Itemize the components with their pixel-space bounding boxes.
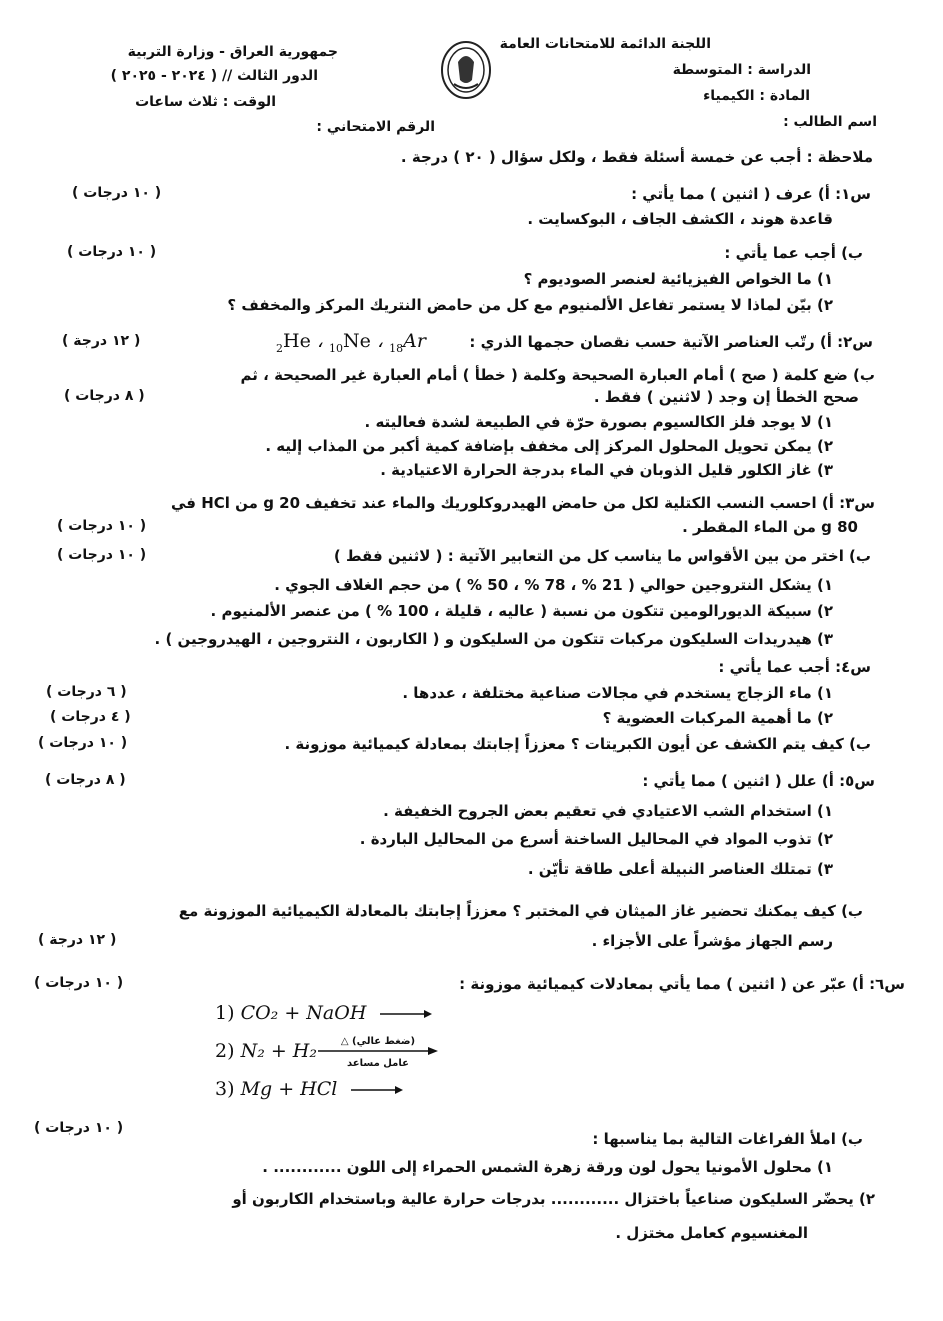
question-5a-3: ٣) تمتلك العناصر النبيلة أعلى طاقة تأيّن . xyxy=(527,860,833,878)
marks-3b: ( ١٠ درجات ) xyxy=(57,547,147,563)
question-2b-cont: صحح الخطأ إن وجد ( لاثنين ) فقط . xyxy=(593,388,859,406)
equation-3 xyxy=(215,1078,403,1100)
question-1b-1: ١) ما الخواص الفيزيائية لعنصر الصوديوم ؟ xyxy=(523,270,833,288)
subject: المادة : الكيمياء xyxy=(703,88,810,104)
helium: He xyxy=(283,330,311,352)
equation-1 xyxy=(215,1002,432,1024)
condition-above: (ضغط عالي) △ xyxy=(340,1036,416,1047)
question-6b: ب) املأ الفراغات التالية بما يناسبها : xyxy=(592,1130,863,1148)
argon: Ar xyxy=(403,330,426,352)
marks-4a-2: ( ٤ درجات ) xyxy=(50,709,131,725)
marks-1b: ( ١٠ درجات ) xyxy=(67,244,157,260)
arrow-icon xyxy=(318,1047,438,1055)
question-5a: س٥: أ) علل ( اثنين ) مما يأتي : xyxy=(642,772,875,790)
arrow-icon xyxy=(380,1009,432,1019)
question-5b: ب) كيف يمكنك تحضير غاز الميثان في المختبر ؟ معززاً إجابتك بالمعادلة الكيميائية الموزونة مع xyxy=(178,902,863,920)
equation-3-expr: Mg + HCl xyxy=(240,1078,338,1100)
question-4a-1: ١) ماء الزجاج يستخدم في مجالات صناعية مختلفة ، عددها . xyxy=(402,684,833,702)
equation-1-expr: CO₂ + NaOH xyxy=(240,1002,367,1024)
question-1a-items: قاعدة هوند ، الكشف الجاف ، البوكسايت . xyxy=(527,210,833,228)
question-3b-2: ٢) سبيكة الديورالومين تتكون من نسبة ( عاليه ، قليلة ، 100 % ) من عنصر الألمنيوم . xyxy=(210,602,833,620)
question-1b: ب) أجب عما يأتي : xyxy=(724,244,863,262)
equation-3-number: 3) xyxy=(215,1078,235,1100)
question-1a: س١: أ) عرف ( اثنين ) مما يأتي : xyxy=(631,185,871,203)
question-4a: س٤: أجب عما يأتي : xyxy=(718,658,871,676)
committee-title: اللجنة الدائمة للامتحانات العامة xyxy=(499,36,711,52)
question-6b-2-cont: المغنسيوم كعامل مختزل . xyxy=(615,1224,808,1242)
country-ministry: جمهورية العراق - وزارة التربية xyxy=(127,44,338,60)
marks-2b: ( ٨ درجات ) xyxy=(64,388,145,404)
exam-note: ملاحظة : أجب عن خمسة أسئلة فقط ، ولكل سؤال ( ٢٠ ) درجة . xyxy=(400,148,873,166)
question-6b-1: ١) محلول الأمونيا يحول لون ورقة زهرة الشمس الحمراء إلى اللون ............ . xyxy=(262,1158,833,1176)
marks-5a: ( ٨ درجات ) xyxy=(45,772,126,788)
equation-2-expr: N₂ + H₂ xyxy=(240,1040,317,1062)
condition-below: عامل مساعد xyxy=(347,1058,409,1069)
equation-2 xyxy=(215,1040,317,1062)
question-3a-cont: 80 g من الماء المقطر . xyxy=(682,518,858,536)
question-4a-2: ٢) ما أهمية المركبات العضوية ؟ xyxy=(602,709,833,727)
elements-list: $_2$He ، $_{10}$Ne ، $_{18}$Ar xyxy=(276,330,426,355)
marks-4b: ( ١٠ درجات ) xyxy=(38,735,128,751)
arrow-icon xyxy=(351,1085,403,1095)
question-2b-2: ٢) يمكن تحويل المحلول المركز إلى مخفف بإضافة كمية أكبر من المذاب إليه . xyxy=(265,437,833,455)
study-level: الدراسة : المتوسطة xyxy=(672,62,811,78)
question-2b-1: ١) لا يوجد فلز الكالسيوم بصورة حرّة في الطبيعة لشدة فعاليته . xyxy=(364,413,833,431)
marks-1a: ( ١٠ درجات ) xyxy=(72,185,162,201)
exam-time: الوقت : ثلاث ساعات xyxy=(135,94,276,110)
marks-4a-1: ( ٦ درجات ) xyxy=(46,684,127,700)
ne-atomic-number: 10 xyxy=(329,341,344,355)
exam-number-label: الرقم الامتحاني : xyxy=(316,119,435,135)
question-3b-1: ١) يشكل النتروجين حوالي ( 21 % ، 78 % ، 50 % ) من حجم الغلاف الجوي . xyxy=(274,576,833,594)
equation-1-number: 1) xyxy=(215,1002,235,1024)
he-atomic-number: 2 xyxy=(276,341,283,355)
question-3b-3: ٣) هيدريدات السليكون مركبات تتكون من السليكون و ( الكاربون ، النتروجين ، الهيدروجين ) . xyxy=(154,630,833,648)
question-5b-cont: رسم الجهاز مؤشراً على الأجزاء . xyxy=(591,932,833,950)
question-2b: ب) ضع كلمة ( صح ) أمام العبارة الصحيحة وكلمة ( خطأ ) أمام العبارة غير الصحيحة ، ثم xyxy=(240,366,875,384)
equation-2-number: 2) xyxy=(215,1040,235,1062)
ministry-seal-icon xyxy=(440,40,492,100)
question-1b-2: ٢) بيّن لماذا لا يستمر تفاعل الألمنيوم مع كل من حامض النتريك المركز والمخفف ؟ xyxy=(227,296,833,314)
question-2a: س٢: أ) رتّب العناصر الآتية حسب نقصان حجمها الذري : xyxy=(469,333,873,351)
question-6a: س٦: أ) عبّر عن ( اثنين ) مما يأتي بمعادلات كيميائية موزونة : xyxy=(459,975,905,993)
question-6b-2: ٢) يحضّر السليكون صناعياً باختزال ............ بدرجات حرارة عالية وباستخدام الكاربون أو xyxy=(232,1190,875,1208)
question-5a-2: ٢) تذوب المواد في المحاليل الساخنة أسرع من المحاليل الباردة . xyxy=(359,830,833,848)
equation-2-conditions xyxy=(318,1036,438,1069)
question-2b-3: ٣) غاز الكلور قليل الذوبان في الماء بدرجة الحرارة الاعتيادية . xyxy=(380,461,833,479)
marks-6a: ( ١٠ درجات ) xyxy=(34,975,124,991)
question-4b: ب) كيف يتم الكشف عن أيون الكبريتات ؟ معززاً إجابتك بمعادلة كيميائية موزونة . xyxy=(284,735,871,753)
student-name-label: اسم الطالب : xyxy=(783,114,877,130)
neon: Ne xyxy=(343,330,371,352)
question-3b: ب) اختر من بين الأقواس ما يناسب كل من التعابير الآتية : ( لاثنين فقط ) xyxy=(333,547,871,565)
ar-atomic-number: 18 xyxy=(389,341,404,355)
exam-session: الدور الثالث // ( ٢٠٢٤ - ٢٠٢٥ ) xyxy=(110,68,318,84)
question-3a: س٣: أ) احسب النسب الكتلية لكل من حامض الهيدروكلوريك والماء عند تخفيف g 20 من HCl في xyxy=(171,494,875,512)
marks-6b: ( ١٠ درجات ) xyxy=(34,1120,124,1136)
marks-2a: ( ١٢ درجة ) xyxy=(62,333,141,349)
marks-3a: ( ١٠ درجات ) xyxy=(57,518,147,534)
question-5a-1: ١) استخدام الشب الاعتيادي في تعقيم بعض الجروح الخفيفة . xyxy=(383,802,833,820)
marks-5b: ( ١٢ درجة ) xyxy=(38,932,117,948)
